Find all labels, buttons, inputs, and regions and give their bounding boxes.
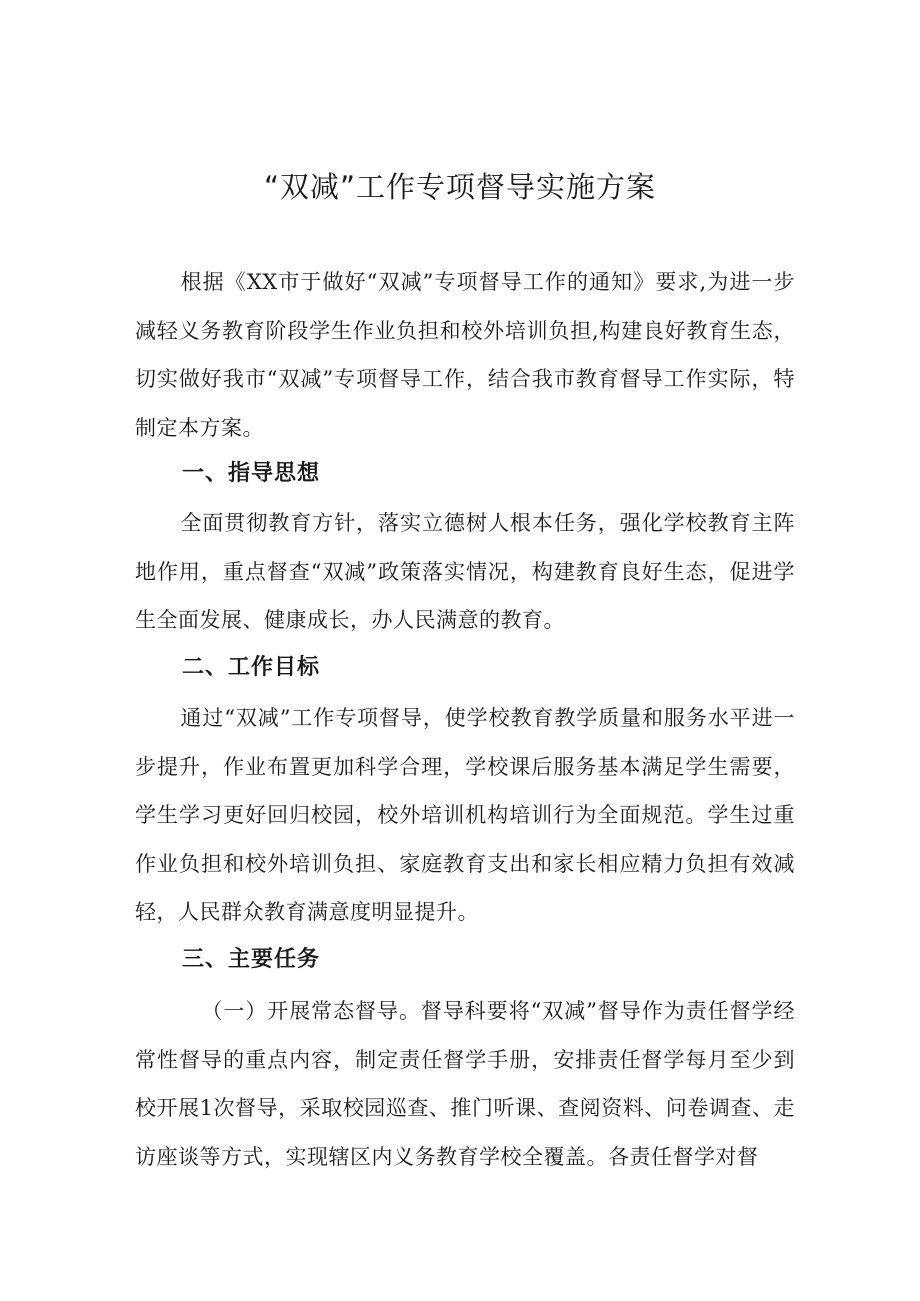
section-heading-work-goals: 二、工作目标 (182, 655, 321, 680)
intro-text: 根据《XX市于做好“双减”专项督导工作的通知》要求,为进一步减轻义务教育阶段学生作业负担和校外培训负担,构建良好教育生态，切实做好我市“双减”专项督导工作，结合我市教育督导工作实际，特制定本方案。 (135, 270, 795, 440)
intro-paragraph (135, 258, 795, 452)
section-paragraph-main-tasks (135, 987, 795, 1181)
document-title: “双减”工作专项督导实施方案 (263, 170, 657, 204)
section-text: 通过“双减”工作专项督导，使学校教育教学质量和服务水平进一步提升，作业布置更加科学合理，学校课后服务基本满足学生需要，学生学习更好回归校园，校外培训机构培训行为全面规范。学生过重作业负担和校外培训负担、家庭教育支出和家长相应精力负担有效减轻，人民群众教育满意度明显提升。 (135, 706, 795, 924)
section-paragraph-work-goals (135, 694, 795, 937)
section-text: 全面贯彻教育方针，落实立德树人根本任务，强化学校教育主阵地作用，重点督查“双减”政策落实情况，构建教育良好生态，促进学生全面发展、健康成长，办人民满意的教育。 (135, 511, 795, 632)
section-text: （一）开展常态督导。督导科要将“双减”督导作为责任督学经常性督导的重点内容，制定责任督学手册，安排责任督学每月至少到校开展1次督导，采取校园巡查、推门听课、查阅资料、问卷调查、走访座谈等方式，实现辖区内义务教育学校全覆盖。各责任督学对督 (135, 999, 795, 1169)
section-paragraph-guiding-ideology (135, 499, 795, 645)
section-heading-guiding-ideology: 一、指导思想 (182, 461, 321, 486)
section-heading-main-tasks: 三、主要任务 (182, 947, 321, 972)
